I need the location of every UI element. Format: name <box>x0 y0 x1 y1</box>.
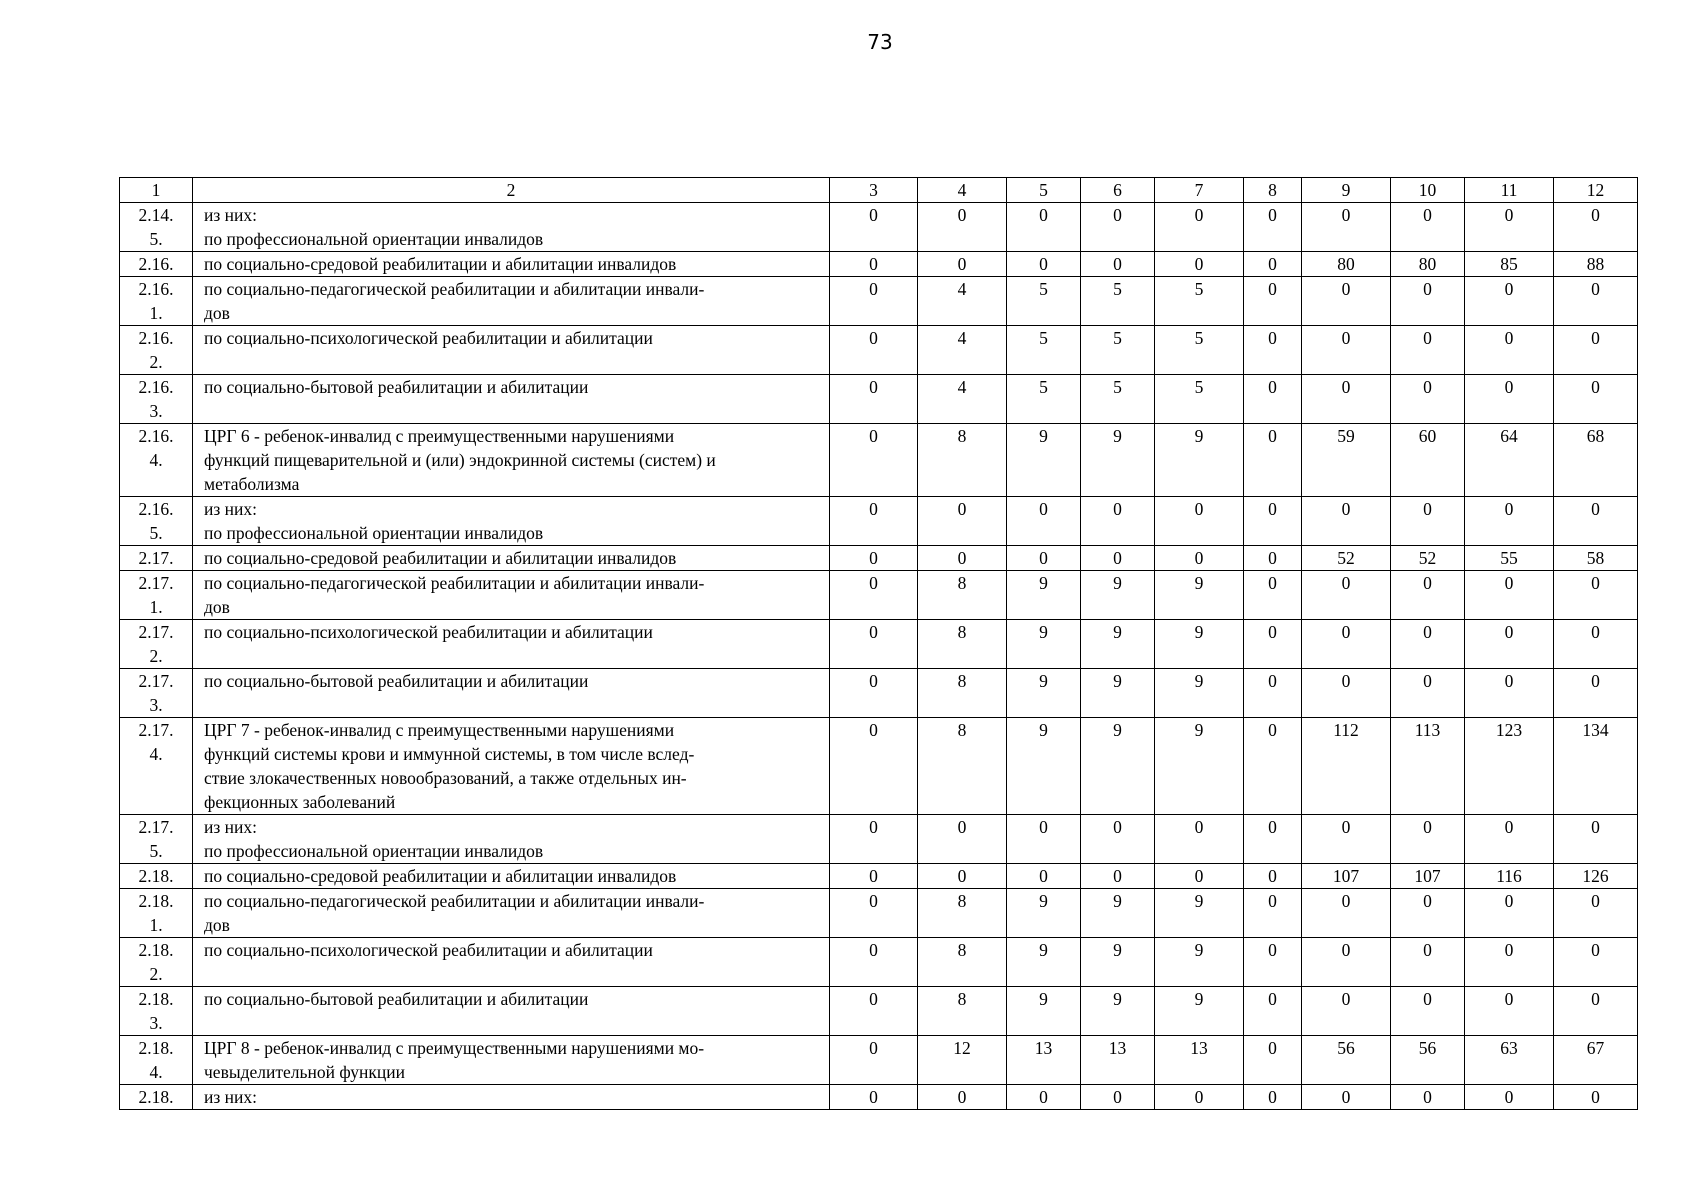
value-cell: 9 <box>1081 669 1155 718</box>
table-row <box>120 424 1638 497</box>
row-description: ЦРГ 8 - ребенок-инвалид с преимущественными нарушениями мо- чевыделительной функции <box>193 1036 830 1085</box>
value-cell: 0 <box>1155 815 1244 864</box>
column-header: 3 <box>830 178 918 203</box>
table-row <box>120 546 1638 571</box>
value-cell: 0 <box>1465 277 1554 326</box>
value-cell: 0 <box>1465 375 1554 424</box>
row-description: по социально-бытовой реабилитации и абилитации <box>193 375 830 424</box>
value-cell: 9 <box>1081 571 1155 620</box>
value-cell: 5 <box>1007 326 1081 375</box>
value-cell: 0 <box>1081 864 1155 889</box>
value-cell: 80 <box>1391 252 1465 277</box>
value-cell: 9 <box>1007 938 1081 987</box>
value-cell: 56 <box>1391 1036 1465 1085</box>
value-cell: 4 <box>918 277 1007 326</box>
value-cell: 0 <box>1244 815 1302 864</box>
value-cell: 0 <box>830 375 918 424</box>
value-cell: 0 <box>1465 326 1554 375</box>
value-cell: 9 <box>1007 424 1081 497</box>
row-code: 2.17. 1. <box>120 571 193 620</box>
value-cell: 0 <box>1244 1085 1302 1110</box>
value-cell: 9 <box>1007 987 1081 1036</box>
value-cell: 0 <box>1554 277 1638 326</box>
value-cell: 0 <box>1465 889 1554 938</box>
value-cell: 107 <box>1302 864 1391 889</box>
value-cell: 9 <box>1155 424 1244 497</box>
row-description: по социально-психологической реабилитации и абилитации <box>193 938 830 987</box>
value-cell: 0 <box>1302 620 1391 669</box>
value-cell: 0 <box>1554 497 1638 546</box>
value-cell: 0 <box>1302 815 1391 864</box>
value-cell: 9 <box>1007 718 1081 815</box>
value-cell: 0 <box>1554 987 1638 1036</box>
column-header: 10 <box>1391 178 1465 203</box>
value-cell: 85 <box>1465 252 1554 277</box>
table-row <box>120 326 1638 375</box>
value-cell: 0 <box>830 497 918 546</box>
value-cell: 9 <box>1007 889 1081 938</box>
value-cell: 0 <box>1391 375 1465 424</box>
value-cell: 0 <box>830 252 918 277</box>
value-cell: 4 <box>918 375 1007 424</box>
value-cell: 4 <box>918 326 1007 375</box>
value-cell: 0 <box>1302 889 1391 938</box>
row-code: 2.18. 1. <box>120 889 193 938</box>
table-row <box>120 669 1638 718</box>
table-row <box>120 1036 1638 1085</box>
table-row <box>120 987 1638 1036</box>
value-cell: 52 <box>1391 546 1465 571</box>
value-cell: 0 <box>1007 497 1081 546</box>
row-code: 2.16. 1. <box>120 277 193 326</box>
value-cell: 8 <box>918 571 1007 620</box>
column-header: 9 <box>1302 178 1391 203</box>
value-cell: 5 <box>1007 277 1081 326</box>
value-cell: 0 <box>1081 203 1155 252</box>
column-header: 1 <box>120 178 193 203</box>
value-cell: 0 <box>830 864 918 889</box>
column-header: 7 <box>1155 178 1244 203</box>
value-cell: 52 <box>1302 546 1391 571</box>
column-header: 11 <box>1465 178 1554 203</box>
value-cell: 13 <box>1155 1036 1244 1085</box>
value-cell: 0 <box>1302 326 1391 375</box>
value-cell: 0 <box>918 864 1007 889</box>
row-code: 2.17. 2. <box>120 620 193 669</box>
value-cell: 0 <box>1081 815 1155 864</box>
row-description: по социально-педагогической реабилитации и абилитации инвали- дов <box>193 571 830 620</box>
value-cell: 0 <box>830 571 918 620</box>
data-table <box>119 177 1638 1110</box>
value-cell: 0 <box>1081 1085 1155 1110</box>
table-row <box>120 718 1638 815</box>
value-cell: 0 <box>1155 864 1244 889</box>
value-cell: 0 <box>1554 620 1638 669</box>
row-code: 2.16. <box>120 252 193 277</box>
value-cell: 9 <box>1155 987 1244 1036</box>
row-description: по социально-средовой реабилитации и абилитации инвалидов <box>193 864 830 889</box>
value-cell: 0 <box>1554 375 1638 424</box>
value-cell: 0 <box>1155 546 1244 571</box>
value-cell: 0 <box>1155 1085 1244 1110</box>
row-code: 2.16. 3. <box>120 375 193 424</box>
value-cell: 0 <box>1554 669 1638 718</box>
value-cell: 0 <box>1244 620 1302 669</box>
value-cell: 67 <box>1554 1036 1638 1085</box>
row-description: из них: по профессиональной ориентации инвалидов <box>193 203 830 252</box>
value-cell: 8 <box>918 987 1007 1036</box>
value-cell: 0 <box>1302 987 1391 1036</box>
value-cell: 0 <box>1302 277 1391 326</box>
value-cell: 5 <box>1081 326 1155 375</box>
page-number: 73 <box>867 30 893 54</box>
value-cell: 0 <box>830 1085 918 1110</box>
value-cell: 9 <box>1081 424 1155 497</box>
value-cell: 68 <box>1554 424 1638 497</box>
value-cell: 8 <box>918 669 1007 718</box>
table-row <box>120 571 1638 620</box>
row-code: 2.17. 5. <box>120 815 193 864</box>
value-cell: 0 <box>1465 497 1554 546</box>
value-cell: 0 <box>1465 669 1554 718</box>
value-cell: 9 <box>1081 987 1155 1036</box>
value-cell: 8 <box>918 889 1007 938</box>
value-cell: 9 <box>1081 938 1155 987</box>
row-description: по социально-психологической реабилитации и абилитации <box>193 620 830 669</box>
value-cell: 0 <box>1244 326 1302 375</box>
table-row <box>120 252 1638 277</box>
row-description: по социально-педагогической реабилитации и абилитации инвали- дов <box>193 277 830 326</box>
table-row <box>120 815 1638 864</box>
value-cell: 9 <box>1155 571 1244 620</box>
value-cell: 5 <box>1081 375 1155 424</box>
table-row <box>120 938 1638 987</box>
value-cell: 123 <box>1465 718 1554 815</box>
value-cell: 0 <box>1391 938 1465 987</box>
value-cell: 55 <box>1465 546 1554 571</box>
value-cell: 0 <box>1391 497 1465 546</box>
value-cell: 0 <box>1244 203 1302 252</box>
value-cell: 0 <box>1244 497 1302 546</box>
value-cell: 9 <box>1155 620 1244 669</box>
value-cell: 134 <box>1554 718 1638 815</box>
value-cell: 0 <box>1244 375 1302 424</box>
value-cell: 0 <box>1155 203 1244 252</box>
row-description: по социально-бытовой реабилитации и абилитации <box>193 669 830 718</box>
row-code: 2.18. <box>120 1085 193 1110</box>
value-cell: 0 <box>1081 497 1155 546</box>
row-code: 2.17. 4. <box>120 718 193 815</box>
value-cell: 0 <box>830 546 918 571</box>
value-cell: 0 <box>1391 571 1465 620</box>
value-cell: 0 <box>918 815 1007 864</box>
value-cell: 0 <box>1554 889 1638 938</box>
value-cell: 0 <box>1465 815 1554 864</box>
value-cell: 0 <box>918 497 1007 546</box>
value-cell: 126 <box>1554 864 1638 889</box>
value-cell: 56 <box>1302 1036 1391 1085</box>
value-cell: 0 <box>830 277 918 326</box>
value-cell: 5 <box>1155 326 1244 375</box>
value-cell: 116 <box>1465 864 1554 889</box>
value-cell: 0 <box>918 252 1007 277</box>
row-code: 2.18. 3. <box>120 987 193 1036</box>
value-cell: 13 <box>1007 1036 1081 1085</box>
value-cell: 107 <box>1391 864 1465 889</box>
table-row <box>120 203 1638 252</box>
row-description: по социально-средовой реабилитации и абилитации инвалидов <box>193 252 830 277</box>
row-description: по социально-бытовой реабилитации и абилитации <box>193 987 830 1036</box>
value-cell: 9 <box>1155 718 1244 815</box>
value-cell: 0 <box>1391 815 1465 864</box>
row-code: 2.16. 2. <box>120 326 193 375</box>
row-description: из них: по профессиональной ориентации инвалидов <box>193 497 830 546</box>
row-description: из них: по профессиональной ориентации инвалидов <box>193 815 830 864</box>
value-cell: 12 <box>918 1036 1007 1085</box>
row-description: ЦРГ 7 - ребенок-инвалид с преимущественными нарушениями функций системы крови и иммунной системы, в том числе вслед- ствие злокачественных новообразований, а также отдельных ин- фекционных заболеваний <box>193 718 830 815</box>
value-cell: 9 <box>1007 620 1081 669</box>
table-row <box>120 497 1638 546</box>
value-cell: 0 <box>1244 987 1302 1036</box>
value-cell: 0 <box>918 546 1007 571</box>
value-cell: 0 <box>1244 889 1302 938</box>
value-cell: 5 <box>1155 375 1244 424</box>
value-cell: 0 <box>1391 326 1465 375</box>
value-cell: 5 <box>1081 277 1155 326</box>
table-header-row <box>120 178 1638 203</box>
value-cell: 0 <box>1465 938 1554 987</box>
table-row <box>120 889 1638 938</box>
value-cell: 0 <box>830 718 918 815</box>
value-cell: 0 <box>1554 571 1638 620</box>
value-cell: 0 <box>1244 252 1302 277</box>
column-header: 8 <box>1244 178 1302 203</box>
value-cell: 0 <box>1155 252 1244 277</box>
value-cell: 0 <box>1391 669 1465 718</box>
value-cell: 0 <box>1554 815 1638 864</box>
value-cell: 0 <box>1391 889 1465 938</box>
value-cell: 0 <box>1244 669 1302 718</box>
value-cell: 0 <box>1465 203 1554 252</box>
value-cell: 0 <box>830 938 918 987</box>
value-cell: 0 <box>1081 546 1155 571</box>
value-cell: 0 <box>1391 987 1465 1036</box>
table-row <box>120 864 1638 889</box>
value-cell: 0 <box>1465 620 1554 669</box>
value-cell: 5 <box>1155 277 1244 326</box>
value-cell: 0 <box>1302 1085 1391 1110</box>
value-cell: 0 <box>830 203 918 252</box>
value-cell: 113 <box>1391 718 1465 815</box>
table-row <box>120 620 1638 669</box>
row-description: ЦРГ 6 - ребенок-инвалид с преимущественными нарушениями функций пищеварительной и (или) эндокринной системы (систем) и метаболизма <box>193 424 830 497</box>
value-cell: 0 <box>1244 424 1302 497</box>
value-cell: 0 <box>1302 203 1391 252</box>
row-code: 2.18. 4. <box>120 1036 193 1085</box>
value-cell: 0 <box>1465 1085 1554 1110</box>
value-cell: 58 <box>1554 546 1638 571</box>
row-code: 2.17. <box>120 546 193 571</box>
value-cell: 9 <box>1081 889 1155 938</box>
value-cell: 0 <box>1391 277 1465 326</box>
value-cell: 112 <box>1302 718 1391 815</box>
value-cell: 0 <box>1244 938 1302 987</box>
value-cell: 5 <box>1007 375 1081 424</box>
value-cell: 9 <box>1155 889 1244 938</box>
value-cell: 8 <box>918 620 1007 669</box>
value-cell: 0 <box>830 424 918 497</box>
value-cell: 0 <box>1391 620 1465 669</box>
value-cell: 9 <box>1081 620 1155 669</box>
value-cell: 0 <box>1465 571 1554 620</box>
row-code: 2.16. 5. <box>120 497 193 546</box>
row-description: по социально-психологической реабилитации и абилитации <box>193 326 830 375</box>
value-cell: 8 <box>918 424 1007 497</box>
value-cell: 9 <box>1155 938 1244 987</box>
value-cell: 0 <box>830 326 918 375</box>
value-cell: 9 <box>1155 669 1244 718</box>
table-row <box>120 1085 1638 1110</box>
row-code: 2.14. 5. <box>120 203 193 252</box>
value-cell: 0 <box>1302 669 1391 718</box>
row-code: 2.18. <box>120 864 193 889</box>
value-cell: 59 <box>1302 424 1391 497</box>
value-cell: 8 <box>918 938 1007 987</box>
value-cell: 0 <box>1007 252 1081 277</box>
value-cell: 0 <box>1007 546 1081 571</box>
column-header: 12 <box>1554 178 1638 203</box>
value-cell: 0 <box>1302 375 1391 424</box>
value-cell: 0 <box>1554 1085 1638 1110</box>
value-cell: 63 <box>1465 1036 1554 1085</box>
value-cell: 0 <box>1244 864 1302 889</box>
column-header: 2 <box>193 178 830 203</box>
value-cell: 80 <box>1302 252 1391 277</box>
value-cell: 9 <box>1007 571 1081 620</box>
value-cell: 0 <box>1302 938 1391 987</box>
value-cell: 0 <box>1007 815 1081 864</box>
value-cell: 0 <box>1081 252 1155 277</box>
value-cell: 0 <box>1244 277 1302 326</box>
column-header: 4 <box>918 178 1007 203</box>
value-cell: 60 <box>1391 424 1465 497</box>
row-code: 2.18. 2. <box>120 938 193 987</box>
value-cell: 0 <box>1302 571 1391 620</box>
value-cell: 0 <box>1244 546 1302 571</box>
table-row <box>120 375 1638 424</box>
value-cell: 0 <box>1007 864 1081 889</box>
row-code: 2.16. 4. <box>120 424 193 497</box>
value-cell: 0 <box>1155 497 1244 546</box>
value-cell: 0 <box>1007 1085 1081 1110</box>
value-cell: 0 <box>1554 938 1638 987</box>
value-cell: 0 <box>1244 1036 1302 1085</box>
value-cell: 0 <box>830 889 918 938</box>
value-cell: 0 <box>1244 571 1302 620</box>
table-row <box>120 277 1638 326</box>
value-cell: 64 <box>1465 424 1554 497</box>
value-cell: 9 <box>1081 718 1155 815</box>
value-cell: 0 <box>918 1085 1007 1110</box>
value-cell: 0 <box>830 987 918 1036</box>
row-description: по социально-педагогической реабилитации и абилитации инвали- дов <box>193 889 830 938</box>
value-cell: 0 <box>1391 1085 1465 1110</box>
value-cell: 0 <box>1391 203 1465 252</box>
row-code: 2.17. 3. <box>120 669 193 718</box>
value-cell: 0 <box>830 620 918 669</box>
value-cell: 88 <box>1554 252 1638 277</box>
row-description: по социально-средовой реабилитации и абилитации инвалидов <box>193 546 830 571</box>
value-cell: 0 <box>830 1036 918 1085</box>
value-cell: 0 <box>1554 326 1638 375</box>
value-cell: 0 <box>830 815 918 864</box>
value-cell: 0 <box>1554 203 1638 252</box>
value-cell: 0 <box>1465 987 1554 1036</box>
value-cell: 0 <box>1302 497 1391 546</box>
value-cell: 0 <box>830 669 918 718</box>
value-cell: 13 <box>1081 1036 1155 1085</box>
value-cell: 8 <box>918 718 1007 815</box>
value-cell: 0 <box>918 203 1007 252</box>
value-cell: 0 <box>1007 203 1081 252</box>
column-header: 6 <box>1081 178 1155 203</box>
column-header: 5 <box>1007 178 1081 203</box>
value-cell: 0 <box>1244 718 1302 815</box>
row-description: из них: <box>193 1085 830 1110</box>
value-cell: 9 <box>1007 669 1081 718</box>
